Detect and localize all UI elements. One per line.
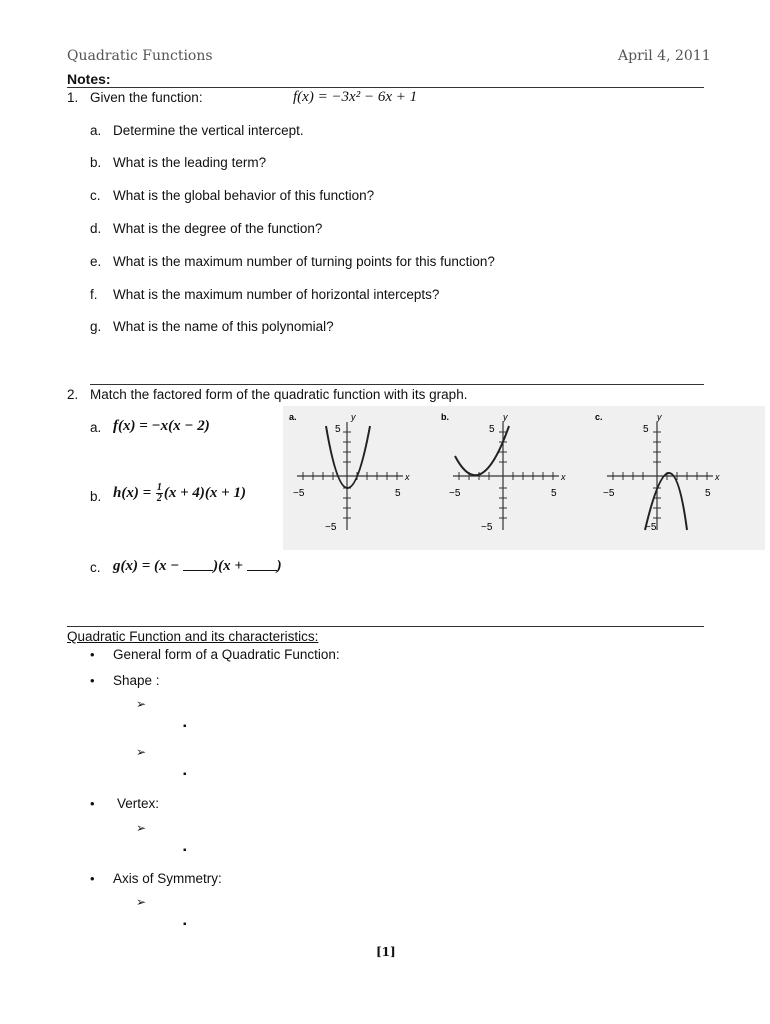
- q1-item-letter: b.: [90, 155, 102, 170]
- section-title: Quadratic Function and its characteristics:: [67, 629, 319, 644]
- q2-b-expr: [113, 483, 246, 504]
- graph-y-top: 5: [489, 424, 495, 435]
- square-bullet: ▪: [183, 721, 187, 732]
- graph-x-left: −5: [449, 488, 461, 499]
- bullet-dot: •: [90, 647, 95, 662]
- q1-item-letter: f.: [90, 287, 98, 302]
- q2-b-fraction: [156, 483, 163, 504]
- graph-x-label: x: [405, 472, 410, 482]
- q1-item-text: Determine the vertical intercept.: [113, 123, 304, 138]
- shape-label: Shape :: [113, 673, 160, 688]
- q2-a-letter: a.: [90, 420, 102, 435]
- graph-y-bottom: −5: [325, 522, 337, 533]
- q2-b-lhs: h(x) =: [113, 484, 155, 501]
- axis-ticks: [303, 432, 397, 518]
- graph-b: [441, 412, 566, 533]
- q2-prompt: Match the factored form of the quadratic function with its graph.: [90, 387, 468, 402]
- arrow-bullet: ➢: [136, 697, 147, 711]
- section-rule: [67, 626, 704, 627]
- parabola: [455, 426, 509, 475]
- graph-x-right: 5: [705, 488, 711, 499]
- graph-y-label: y: [503, 412, 508, 422]
- graph-x-label: x: [561, 472, 566, 482]
- bullet-dot: •: [90, 796, 95, 811]
- graph-label: c.: [595, 412, 603, 422]
- q2-c-part1: g(x) = (x −: [113, 558, 184, 574]
- graph-label: a.: [289, 412, 297, 422]
- graph-x-label: x: [715, 472, 720, 482]
- q2-number: 2.: [67, 387, 79, 402]
- q1-item-letter: c.: [90, 188, 101, 203]
- page-number: [1]: [376, 945, 396, 959]
- graph-y-label: y: [351, 412, 356, 422]
- q1-item-text: What is the leading term?: [113, 155, 267, 170]
- axis-of-symmetry-label: Axis of Symmetry:: [113, 871, 222, 886]
- q2-b-letter: b.: [90, 489, 102, 504]
- vertex-label: Vertex:: [117, 796, 160, 811]
- q2-rule: [90, 384, 704, 385]
- q1-item-text: What is the name of this polynomial?: [113, 319, 334, 334]
- q1-item-letter: e.: [90, 254, 102, 269]
- q1-item-letter: d.: [90, 221, 102, 236]
- q2-c-part2: )(x +: [213, 558, 247, 574]
- header-rule: [67, 87, 704, 88]
- q2-b-rhs: (x + 4)(x + 1): [163, 484, 246, 501]
- q1-prompt: Given the function:: [90, 90, 203, 105]
- document-title: Quadratic Functions: [67, 48, 213, 64]
- answer-blank[interactable]: [183, 558, 213, 571]
- graph-a: [289, 412, 410, 533]
- graph-y-top: 5: [335, 424, 341, 435]
- graph-x-right: 5: [395, 488, 401, 499]
- q1-item-letter: g.: [90, 319, 102, 334]
- q1-item-text: What is the degree of the function?: [113, 221, 323, 236]
- frac-numerator: 1: [156, 482, 162, 493]
- graph-label: b.: [441, 412, 449, 422]
- arrow-bullet: ➢: [136, 895, 147, 909]
- square-bullet: ▪: [183, 919, 187, 930]
- axis-ticks: [613, 432, 707, 518]
- graph-x-left: −5: [293, 488, 305, 499]
- graph-x-right: 5: [551, 488, 557, 499]
- notes-label: Notes:: [67, 71, 111, 87]
- q1-item-text: What is the maximum number of horizontal intercepts?: [113, 287, 440, 302]
- bullet-dot: •: [90, 871, 95, 886]
- graph-x-left: −5: [603, 488, 615, 499]
- q2-a-expr: f(x) = −x(x − 2): [113, 418, 210, 434]
- square-bullet: ▪: [183, 845, 187, 856]
- general-form-label: General form of a Quadratic Function:: [113, 647, 340, 662]
- graphs-figure: [283, 406, 765, 550]
- graph-y-bottom: −5: [481, 522, 493, 533]
- q2-c-expr: [113, 558, 282, 575]
- graph-y-label: y: [657, 412, 662, 422]
- arrow-bullet: ➢: [136, 821, 147, 835]
- frac-denominator: 2: [156, 493, 162, 504]
- square-bullet: ▪: [183, 769, 187, 780]
- answer-blank[interactable]: [247, 558, 277, 571]
- q1-number: 1.: [67, 90, 79, 105]
- arrow-bullet: ➢: [136, 745, 147, 759]
- q1-item-text: What is the maximum number of turning points for this function?: [113, 254, 495, 269]
- q2-c-letter: c.: [90, 560, 101, 575]
- q1-function: f(x) = −3x² − 6x + 1: [293, 89, 418, 105]
- q1-item-text: What is the global behavior of this function?: [113, 188, 375, 203]
- document-date: April 4, 2011: [618, 48, 711, 64]
- graph-c: [595, 412, 720, 533]
- bullet-dot: •: [90, 673, 95, 688]
- graph-y-bottom: −5: [645, 522, 657, 533]
- q1-item-letter: a.: [90, 123, 102, 138]
- graph-y-top: 5: [643, 424, 649, 435]
- q2-c-part3: ): [276, 558, 282, 574]
